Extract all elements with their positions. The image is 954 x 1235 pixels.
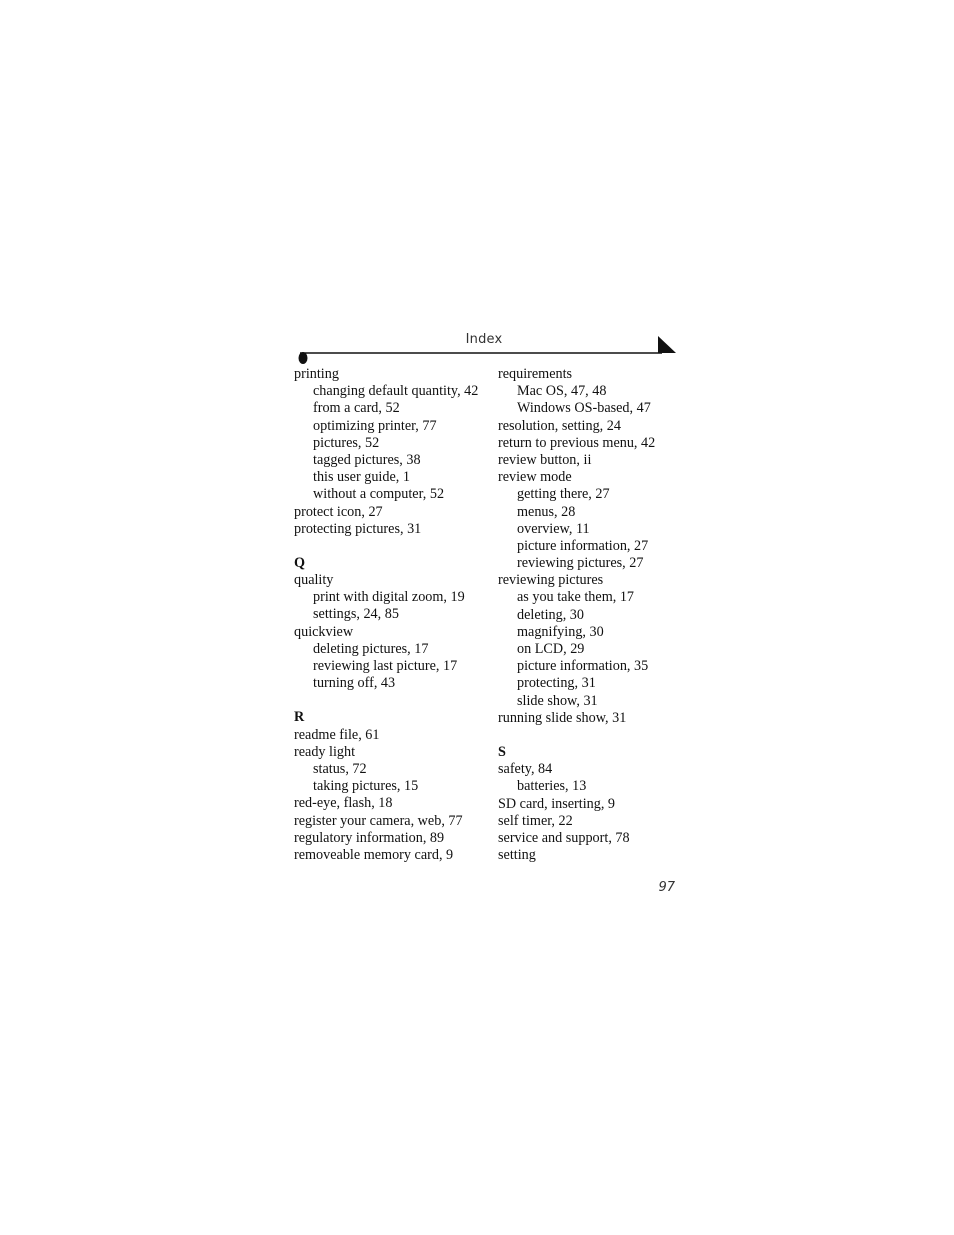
index-subentry: magnifying, 30 bbox=[517, 623, 604, 640]
index-column-right bbox=[498, 366, 688, 864]
index-entry: reviewing pictures bbox=[498, 572, 604, 589]
index-entry: printing bbox=[294, 366, 339, 382]
page-header-title: Index bbox=[465, 332, 503, 347]
index-subentry: slide show, 31 bbox=[517, 692, 598, 709]
index-entry: protecting pictures, 31 bbox=[294, 520, 422, 537]
index-entry: service and support, 78 bbox=[498, 829, 630, 846]
index-subentry: without a computer, 52 bbox=[313, 486, 445, 503]
index-entry: quality bbox=[294, 572, 334, 589]
index-entry: removeable memory card, 9 bbox=[294, 846, 454, 863]
index-subentry: deleting pictures, 17 bbox=[313, 640, 429, 657]
index-entry: ready light bbox=[294, 743, 356, 760]
index-entry: setting bbox=[498, 847, 536, 864]
index-entry: return to previous menu, 42 bbox=[498, 434, 656, 451]
index-letter-q: Q bbox=[294, 554, 306, 571]
index-subentry: turning off, 43 bbox=[313, 675, 396, 692]
index-entry: quickview bbox=[294, 623, 354, 640]
index-entry: readme file, 61 bbox=[294, 726, 380, 743]
index-letter-r: R bbox=[294, 709, 305, 726]
index-entries-p bbox=[294, 366, 490, 538]
index-entry: register your camera, web, 77 bbox=[294, 812, 463, 829]
index-subentry: Windows OS-based, 47 bbox=[517, 400, 651, 417]
index-subentry: batteries, 13 bbox=[517, 778, 587, 795]
index-subentry: pictures, 52 bbox=[313, 434, 380, 451]
index-entries-q bbox=[294, 572, 490, 692]
index-subentry: status, 72 bbox=[313, 760, 367, 777]
index-subentry: tagged pictures, 38 bbox=[313, 451, 421, 468]
index-letter-s: S bbox=[498, 743, 506, 760]
index-subentry: settings, 24, 85 bbox=[313, 606, 399, 623]
page-number: 97 bbox=[658, 880, 675, 895]
index-entry: review button, ii bbox=[498, 451, 592, 468]
index-subentry: reviewing pictures, 27 bbox=[517, 555, 644, 572]
index-entry: regulatory information, 89 bbox=[294, 829, 445, 846]
index-entry: resolution, setting, 24 bbox=[498, 417, 621, 434]
index-subentry: deleting, 30 bbox=[517, 606, 584, 623]
index-entry: SD card, inserting, 9 bbox=[498, 795, 616, 812]
index-entry: review mode bbox=[498, 469, 572, 486]
index-entry: red-eye, flash, 18 bbox=[294, 795, 393, 812]
index-entries-s bbox=[498, 761, 688, 864]
index-subentry: from a card, 52 bbox=[313, 400, 400, 417]
index-subentry: overview, 11 bbox=[517, 520, 590, 537]
index-subentry: picture information, 35 bbox=[517, 658, 649, 675]
index-subentry: taking pictures, 15 bbox=[313, 778, 419, 795]
index-column-left bbox=[294, 366, 490, 864]
index-subentry: this user guide, 1 bbox=[313, 469, 410, 486]
index-subentry: picture information, 27 bbox=[517, 537, 649, 554]
index-entry: protect icon, 27 bbox=[294, 503, 383, 520]
index-entries-r-continued bbox=[498, 366, 688, 727]
index-subentry: on LCD, 29 bbox=[517, 641, 585, 657]
index-entry: requirements bbox=[498, 366, 573, 382]
index-subentry: getting there, 27 bbox=[517, 486, 610, 503]
index-entry: running slide show, 31 bbox=[498, 709, 627, 726]
index-subentry: print with digital zoom, 19 bbox=[313, 589, 465, 606]
index-entry: self timer, 22 bbox=[498, 812, 573, 829]
index-entry: safety, 84 bbox=[498, 761, 553, 778]
header-rule-decoration bbox=[294, 334, 678, 366]
index-subentry: changing default quantity, 42 bbox=[313, 383, 479, 400]
index-subentry: menus, 28 bbox=[517, 503, 576, 520]
index-subentry: reviewing last picture, 17 bbox=[313, 658, 458, 674]
index-subentry: as you take them, 17 bbox=[517, 589, 635, 606]
index-entries-r bbox=[294, 727, 490, 865]
index-subentry: protecting, 31 bbox=[517, 675, 596, 692]
index-subentry: Mac OS, 47, 48 bbox=[517, 383, 607, 400]
index-subentry: optimizing printer, 77 bbox=[313, 417, 437, 434]
